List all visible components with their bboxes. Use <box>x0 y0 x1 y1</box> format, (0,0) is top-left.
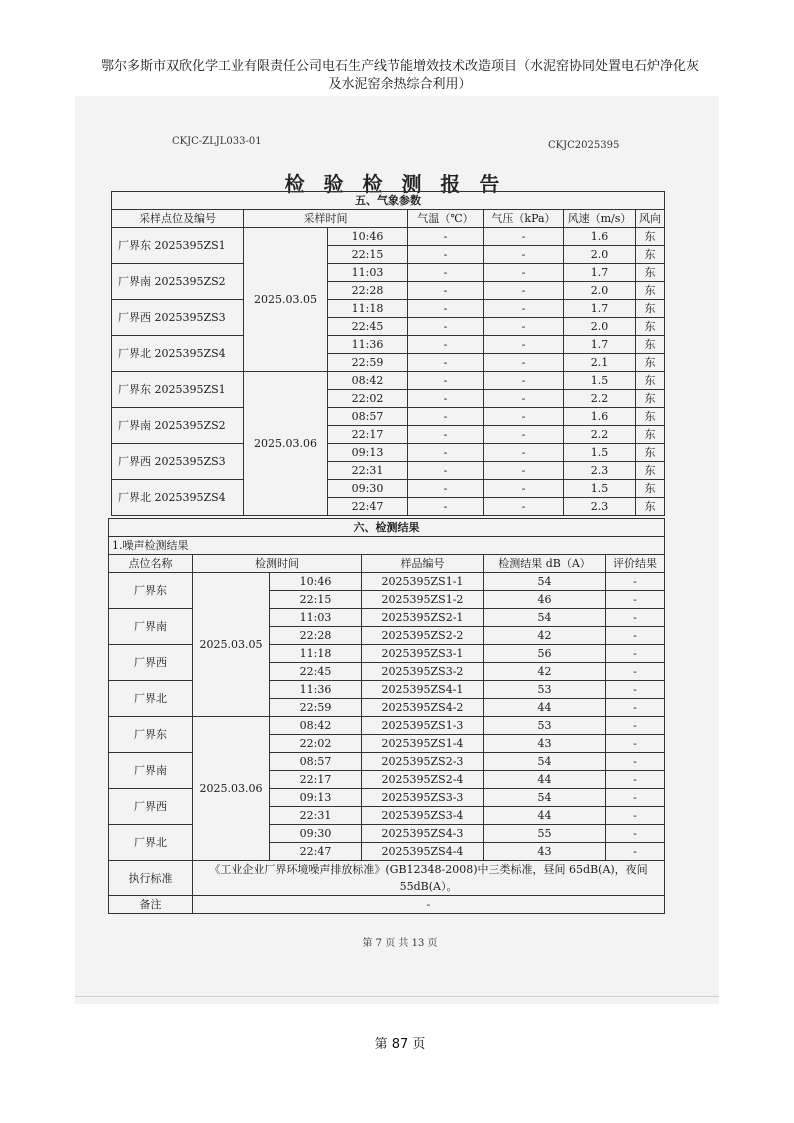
time-cell: 22:47 <box>270 843 362 861</box>
pressure-cell: - <box>484 444 564 462</box>
standard-label: 执行标准 <box>109 861 193 896</box>
point-cell: 厂界东 2025395ZS1 <box>112 228 244 264</box>
wind-direction-cell: 东 <box>636 498 665 516</box>
point-cell: 厂界东 <box>109 573 193 609</box>
time-cell: 22:02 <box>270 735 362 753</box>
time-cell: 22:17 <box>328 426 408 444</box>
report-page-count: 第 7 页 共 13 页 <box>362 938 438 949</box>
sample-id-cell: 2025395ZS2-2 <box>362 627 484 645</box>
time-cell: 22:28 <box>328 282 408 300</box>
wind-direction-cell: 东 <box>636 444 665 462</box>
standard-text: 《工业企业厂界环境噪声排放标准》(GB12348-2008)中三类标准，昼间 65dB(A)，夜间 55dB(A）。 <box>193 861 665 896</box>
result-cell: 42 <box>484 627 606 645</box>
pressure-cell: - <box>484 228 564 246</box>
pressure-cell: - <box>484 354 564 372</box>
temperature-cell: - <box>408 300 484 318</box>
wind-direction-cell: 东 <box>636 354 665 372</box>
evaluation-cell: - <box>606 573 665 591</box>
pressure-cell: - <box>484 282 564 300</box>
evaluation-cell: - <box>606 789 665 807</box>
noise-table <box>108 518 665 914</box>
wind-direction-cell: 东 <box>636 390 665 408</box>
pressure-cell: - <box>484 246 564 264</box>
wind-speed-cell: 1.5 <box>564 480 636 498</box>
sample-id-cell: 2025395ZS1-4 <box>362 735 484 753</box>
point-cell: 厂界西 <box>109 645 193 681</box>
result-cell: 54 <box>484 573 606 591</box>
result-cell: 55 <box>484 825 606 843</box>
pressure-cell: - <box>484 480 564 498</box>
evaluation-cell: - <box>606 645 665 663</box>
table-row <box>112 372 665 390</box>
sample-id-cell: 2025395ZS2-1 <box>362 609 484 627</box>
table-row <box>112 444 665 462</box>
pressure-cell: - <box>484 264 564 282</box>
point-cell: 厂界西 2025395ZS3 <box>112 444 244 480</box>
weather-header-row <box>112 210 665 228</box>
evaluation-cell: - <box>606 825 665 843</box>
result-cell: 43 <box>484 735 606 753</box>
wind-speed-cell: 2.0 <box>564 282 636 300</box>
weather-section-title: 五、气象参数 <box>112 192 665 210</box>
time-cell: 22:45 <box>270 663 362 681</box>
pressure-cell: - <box>484 408 564 426</box>
time-cell: 22:47 <box>328 498 408 516</box>
temperature-cell: - <box>408 372 484 390</box>
wind-direction-cell: 东 <box>636 318 665 336</box>
evaluation-cell: - <box>606 717 665 735</box>
sample-id-cell: 2025395ZS1-1 <box>362 573 484 591</box>
evaluation-cell: - <box>606 681 665 699</box>
wind-speed-cell: 1.5 <box>564 444 636 462</box>
evaluation-cell: - <box>606 699 665 717</box>
result-cell: 53 <box>484 717 606 735</box>
wind-direction-cell: 东 <box>636 228 665 246</box>
noise-section-row <box>109 519 665 537</box>
header-line-2: 及水泥窑余热综合利用） <box>328 77 472 92</box>
time-cell: 22:59 <box>270 699 362 717</box>
weather-header-cell: 采样时间 <box>244 210 408 228</box>
table-row <box>109 573 665 591</box>
scan-bottom-edge <box>75 996 719 997</box>
temperature-cell: - <box>408 246 484 264</box>
time-cell: 11:36 <box>270 681 362 699</box>
sample-id-cell: 2025395ZS3-3 <box>362 789 484 807</box>
time-cell: 10:46 <box>270 573 362 591</box>
result-cell: 43 <box>484 843 606 861</box>
point-cell: 厂界西 2025395ZS3 <box>112 300 244 336</box>
result-cell: 42 <box>484 663 606 681</box>
form-code: CKJC-ZLJL033-01 <box>172 136 262 147</box>
wind-speed-cell: 2.2 <box>564 390 636 408</box>
temperature-cell: - <box>408 390 484 408</box>
time-cell: 22:28 <box>270 627 362 645</box>
evaluation-cell: - <box>606 807 665 825</box>
pressure-cell: - <box>484 462 564 480</box>
temperature-cell: - <box>408 426 484 444</box>
temperature-cell: - <box>408 498 484 516</box>
table-row <box>112 408 665 426</box>
table-row <box>112 336 665 354</box>
sample-id-cell: 2025395ZS4-2 <box>362 699 484 717</box>
weather-section-row <box>112 192 665 210</box>
result-cell: 54 <box>484 789 606 807</box>
evaluation-cell: - <box>606 663 665 681</box>
pressure-cell: - <box>484 498 564 516</box>
time-cell: 08:57 <box>328 408 408 426</box>
temperature-cell: - <box>408 444 484 462</box>
table-row <box>109 717 665 735</box>
sample-id-cell: 2025395ZS3-2 <box>362 663 484 681</box>
sample-id-cell: 2025395ZS3-1 <box>362 645 484 663</box>
result-cell: 44 <box>484 807 606 825</box>
table-row <box>109 825 665 843</box>
wind-speed-cell: 2.0 <box>564 318 636 336</box>
noise-header-cell: 检测结果 dB（A） <box>484 555 606 573</box>
evaluation-cell: - <box>606 753 665 771</box>
table-row <box>112 228 665 246</box>
evaluation-cell: - <box>606 843 665 861</box>
time-cell: 22:31 <box>270 807 362 825</box>
wind-speed-cell: 2.3 <box>564 498 636 516</box>
wind-speed-cell: 1.7 <box>564 300 636 318</box>
noise-header-cell: 评价结果 <box>606 555 665 573</box>
sample-id-cell: 2025395ZS2-3 <box>362 753 484 771</box>
time-cell: 22:31 <box>328 462 408 480</box>
time-cell: 10:46 <box>328 228 408 246</box>
evaluation-cell: - <box>606 591 665 609</box>
point-cell: 厂界北 <box>109 825 193 861</box>
point-cell: 厂界西 <box>109 789 193 825</box>
report-number: CKJC2025395 <box>548 140 620 151</box>
date-cell: 2025.03.05 <box>193 573 270 717</box>
time-cell: 09:30 <box>328 480 408 498</box>
time-cell: 22:59 <box>328 354 408 372</box>
time-cell: 11:03 <box>270 609 362 627</box>
wind-speed-cell: 1.5 <box>564 372 636 390</box>
result-cell: 46 <box>484 591 606 609</box>
point-cell: 厂界北 2025395ZS4 <box>112 336 244 372</box>
point-cell: 厂界北 2025395ZS4 <box>112 480 244 516</box>
temperature-cell: - <box>408 264 484 282</box>
time-cell: 11:18 <box>270 645 362 663</box>
pressure-cell: - <box>484 390 564 408</box>
time-cell: 11:18 <box>328 300 408 318</box>
noise-section-title: 六、检测结果 <box>109 519 665 537</box>
temperature-cell: - <box>408 228 484 246</box>
time-cell: 08:57 <box>270 753 362 771</box>
wind-direction-cell: 东 <box>636 264 665 282</box>
sample-id-cell: 2025395ZS2-4 <box>362 771 484 789</box>
sample-id-cell: 2025395ZS1-2 <box>362 591 484 609</box>
time-cell: 09:13 <box>270 789 362 807</box>
evaluation-cell: - <box>606 735 665 753</box>
wind-speed-cell: 2.3 <box>564 462 636 480</box>
weather-table <box>111 191 665 516</box>
table-row <box>109 609 665 627</box>
wind-direction-cell: 东 <box>636 408 665 426</box>
table-row <box>112 300 665 318</box>
weather-header-cell: 风速（m/s） <box>564 210 636 228</box>
pressure-cell: - <box>484 318 564 336</box>
temperature-cell: - <box>408 462 484 480</box>
table-row <box>109 789 665 807</box>
pressure-cell: - <box>484 372 564 390</box>
table-row <box>112 264 665 282</box>
noise-header-cell: 点位名称 <box>109 555 193 573</box>
sample-id-cell: 2025395ZS4-1 <box>362 681 484 699</box>
time-cell: 11:36 <box>328 336 408 354</box>
wind-direction-cell: 东 <box>636 462 665 480</box>
table-row <box>109 681 665 699</box>
time-cell: 22:15 <box>270 591 362 609</box>
temperature-cell: - <box>408 354 484 372</box>
result-cell: 54 <box>484 609 606 627</box>
report-title: 检 验 检 测 报 告 <box>284 172 506 196</box>
noise-subtitle: 1.噪声检测结果 <box>109 537 665 555</box>
pressure-cell: - <box>484 300 564 318</box>
remark-row <box>109 896 665 914</box>
temperature-cell: - <box>408 282 484 300</box>
wind-direction-cell: 东 <box>636 246 665 264</box>
date-cell: 2025.03.06 <box>193 717 270 861</box>
standard-row <box>109 861 665 896</box>
noise-subtitle-row <box>109 537 665 555</box>
pressure-cell: - <box>484 426 564 444</box>
wind-speed-cell: 2.0 <box>564 246 636 264</box>
document-header <box>60 58 740 94</box>
temperature-cell: - <box>408 336 484 354</box>
wind-direction-cell: 东 <box>636 372 665 390</box>
result-cell: 53 <box>484 681 606 699</box>
noise-header-cell: 样品编号 <box>362 555 484 573</box>
time-cell: 22:17 <box>270 771 362 789</box>
weather-header-cell: 气温（℃） <box>408 210 484 228</box>
weather-header-cell: 采样点位及编号 <box>112 210 244 228</box>
wind-direction-cell: 东 <box>636 282 665 300</box>
result-cell: 54 <box>484 753 606 771</box>
date-cell: 2025.03.06 <box>244 372 328 516</box>
wind-speed-cell: 2.2 <box>564 426 636 444</box>
point-cell: 厂界南 <box>109 609 193 645</box>
time-cell: 08:42 <box>270 717 362 735</box>
sample-id-cell: 2025395ZS1-3 <box>362 717 484 735</box>
time-cell: 22:15 <box>328 246 408 264</box>
remark-label: 备注 <box>109 896 193 914</box>
result-cell: 44 <box>484 771 606 789</box>
pressure-cell: - <box>484 336 564 354</box>
date-cell: 2025.03.05 <box>244 228 328 372</box>
table-row <box>112 480 665 498</box>
time-cell: 11:03 <box>328 264 408 282</box>
table-row <box>109 753 665 771</box>
noise-header-row <box>109 555 665 573</box>
remark-value: - <box>193 896 665 914</box>
wind-speed-cell: 1.7 <box>564 336 636 354</box>
page-number: 第 87 页 <box>374 1037 426 1052</box>
wind-direction-cell: 东 <box>636 480 665 498</box>
point-cell: 厂界南 2025395ZS2 <box>112 264 244 300</box>
wind-direction-cell: 东 <box>636 426 665 444</box>
wind-speed-cell: 1.7 <box>564 264 636 282</box>
wind-direction-cell: 东 <box>636 336 665 354</box>
point-cell: 厂界北 <box>109 681 193 717</box>
table-row <box>109 645 665 663</box>
point-cell: 厂界东 <box>109 717 193 753</box>
time-cell: 09:30 <box>270 825 362 843</box>
time-cell: 22:45 <box>328 318 408 336</box>
wind-speed-cell: 2.1 <box>564 354 636 372</box>
time-cell: 09:13 <box>328 444 408 462</box>
sample-id-cell: 2025395ZS3-4 <box>362 807 484 825</box>
result-cell: 56 <box>484 645 606 663</box>
sample-id-cell: 2025395ZS4-4 <box>362 843 484 861</box>
noise-header-cell: 检测时间 <box>193 555 362 573</box>
wind-direction-cell: 东 <box>636 300 665 318</box>
temperature-cell: - <box>408 408 484 426</box>
temperature-cell: - <box>408 480 484 498</box>
wind-speed-cell: 1.6 <box>564 408 636 426</box>
evaluation-cell: - <box>606 609 665 627</box>
time-cell: 22:02 <box>328 390 408 408</box>
evaluation-cell: - <box>606 771 665 789</box>
point-cell: 厂界东 2025395ZS1 <box>112 372 244 408</box>
header-line-1: 鄂尔多斯市双欣化学工业有限责任公司电石生产线节能增效技术改造项目（水泥窑协同处置电石炉净化灰 <box>100 59 699 74</box>
evaluation-cell: - <box>606 627 665 645</box>
temperature-cell: - <box>408 318 484 336</box>
time-cell: 08:42 <box>328 372 408 390</box>
result-cell: 44 <box>484 699 606 717</box>
point-cell: 厂界南 <box>109 753 193 789</box>
point-cell: 厂界南 2025395ZS2 <box>112 408 244 444</box>
weather-header-cell: 风向 <box>636 210 665 228</box>
weather-header-cell: 气压（kPa） <box>484 210 564 228</box>
wind-speed-cell: 1.6 <box>564 228 636 246</box>
sample-id-cell: 2025395ZS4-3 <box>362 825 484 843</box>
